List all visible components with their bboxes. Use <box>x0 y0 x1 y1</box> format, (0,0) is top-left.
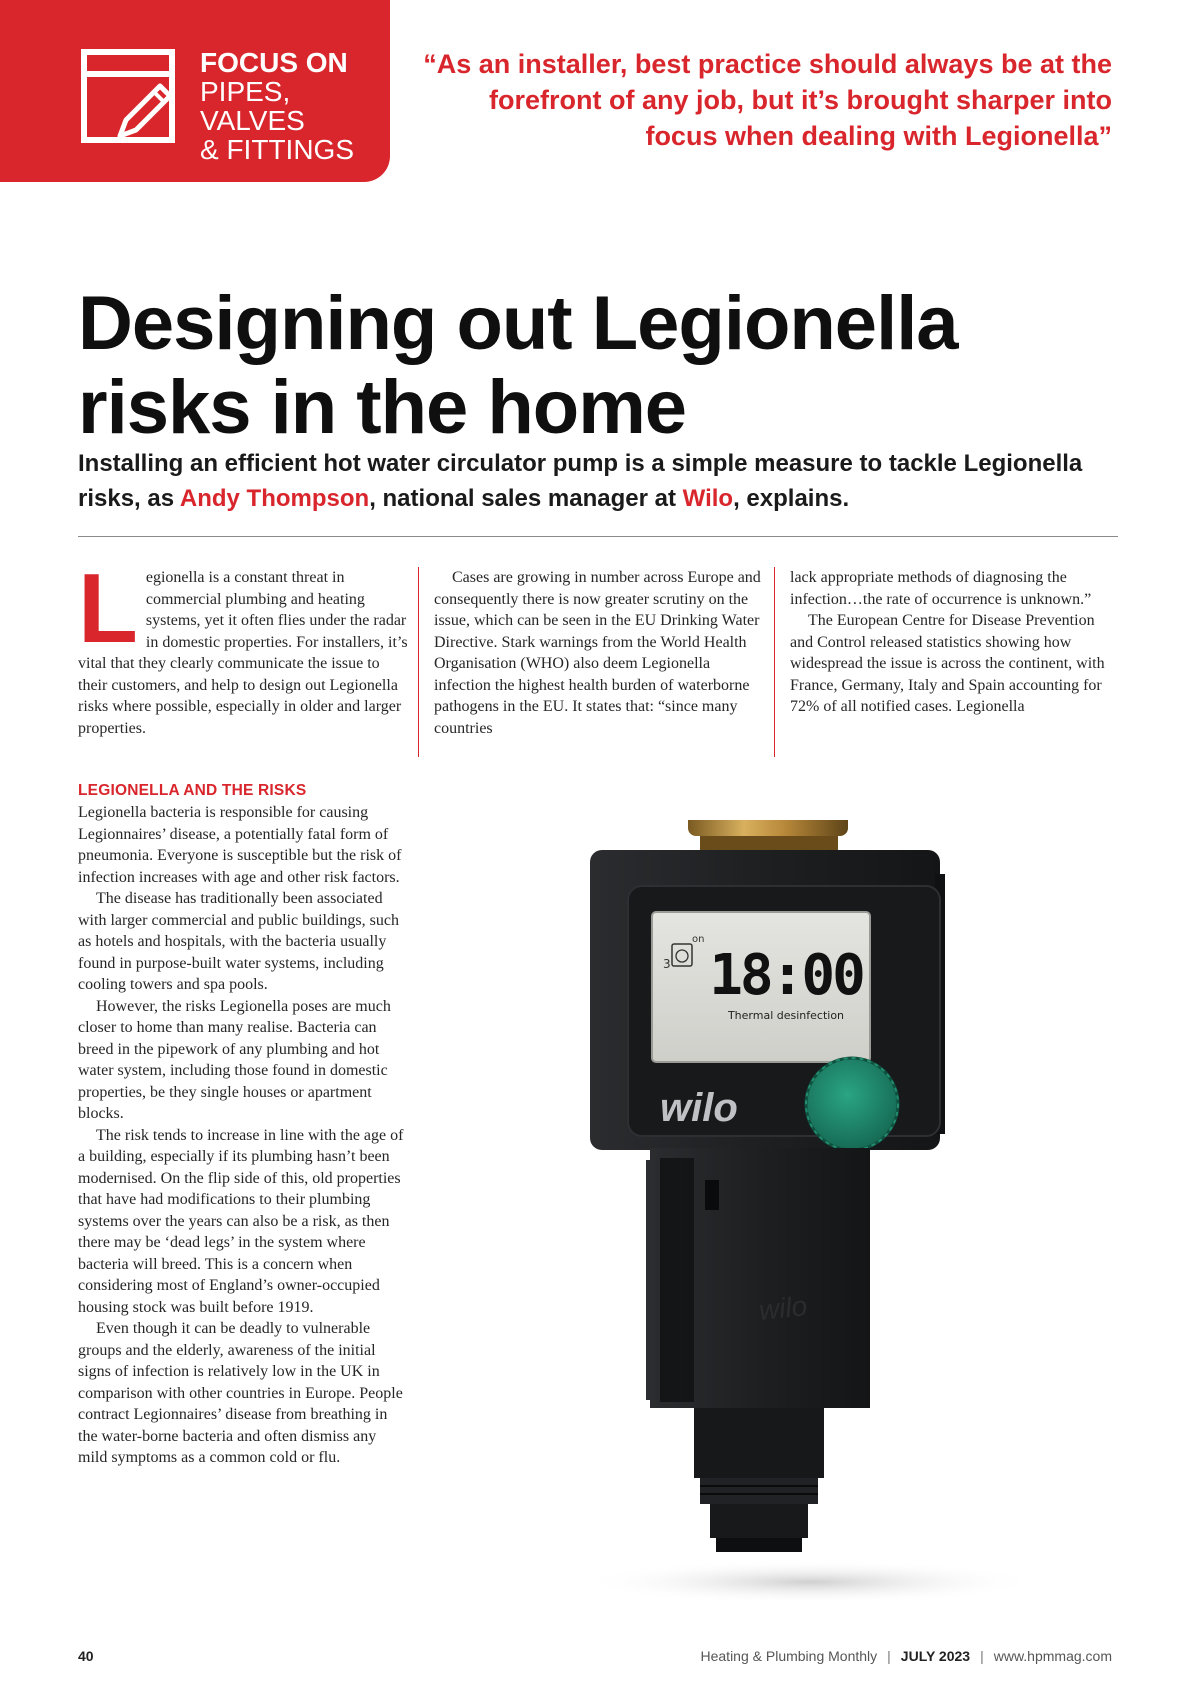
body-paragraph: The risk tends to increase in line with the age of a building, especially if its plumbing hasn’t been modernised. On the flip side of this, old properties that have had modifications to their plumbing systems over the years can also be a risk, as then there may be ‘dead legs’ in the system where bacteria will breed. This is a concern when considering most of England’s owner-occupied housing stock was built before 1919. <box>78 1126 404 1316</box>
issue-date: JULY 2023 <box>900 1648 971 1664</box>
body-paragraph: However, the risks Legionella poses are much closer to home than many realise. Bacteria can breed in the pipework of any plumbing and hot water system, including those found in domestic properties, be they single houses or apartment blocks. <box>78 997 391 1122</box>
brass-fitting <box>688 820 848 836</box>
embossed-brand: wilo <box>757 1290 809 1326</box>
headline <box>78 282 1128 450</box>
brand-logo: wilo <box>660 1086 738 1130</box>
display-on-label: on <box>692 934 705 945</box>
body-paragraph: The disease has traditionally been associated with larger commercial and public buildings, such as hotels and hospitals, with the bacteria usually found in purpose-built water systems, including cooling towers and spa pools. <box>78 890 399 993</box>
author-name: Andy Thompson <box>179 485 370 512</box>
pump-photo <box>590 820 1050 1600</box>
footer-info: Heating & Plumbing Monthly | JULY 2023 | www.hpmmag.com <box>700 1648 1112 1664</box>
section-label-line2: PIPES, VALVES <box>200 76 305 136</box>
company-name: Wilo <box>682 485 734 512</box>
magazine-name: Heating & Plumbing Monthly <box>700 1648 878 1664</box>
website: www.hpmmag.com <box>993 1648 1112 1664</box>
page-number: 40 <box>78 1648 94 1664</box>
body-paragraph: The European Centre for Disease Prevention and Control released statistics showing how widespread the issue is across the continent, with France, Germany, Italy and Spain accounting for 72% of all notified cases. Legionella <box>790 612 1105 715</box>
body-paragraph: Cases are growing in number across Europe and consequently there is now greater scrutiny on the issue, which can be seen in the EU Drinking Water Directive. Stark warnings from the World Health Organisation (WHO) also deem Legionella infection the highest health burden of waterborne pathogens in the EU. It states that: “since many countries <box>434 569 761 737</box>
section-label <box>200 48 390 164</box>
divider <box>78 536 1118 537</box>
body-column-1-continued <box>78 780 408 1469</box>
standfirst <box>78 446 1128 516</box>
body-paragraph: Legionella bacteria is responsible for causing Legionnaires’ disease, a potentially fatal form of pneumonia. Everyone is susceptible but the risk of infection increases with age and other risk factors. <box>78 804 402 886</box>
section-label-line1: FOCUS ON <box>200 47 348 78</box>
column-divider <box>418 567 419 757</box>
control-dial <box>806 1058 898 1150</box>
standfirst-text: , explains. <box>733 485 850 512</box>
column-divider <box>774 567 775 757</box>
body-paragraph: Even though it can be deadly to vulnerable groups and the elderly, awareness of the initial signs of infection is relatively low in the UK in comparison with other countries in Europe. People contract Legionnaires’ disease from breathing in the water-borne bacteria and often dismiss any mild symptoms as a common cold or flu. <box>78 1320 403 1466</box>
body-paragraph: lack appropriate methods of diagnosing the infection…the rate of occurrence is unknown.” <box>790 569 1092 608</box>
section-label-line3: & FITTINGS <box>200 134 354 165</box>
circulator-pump-illustration <box>590 820 1050 1600</box>
bottom-connector <box>694 1408 824 1478</box>
display-caption: Thermal desinfection <box>727 1009 845 1022</box>
headline-line2: risks in the home <box>78 365 687 450</box>
display-count: 3 <box>663 957 671 971</box>
edit-document-icon <box>80 48 180 148</box>
section-subheading: LEGIONELLA AND THE RISKS <box>78 782 307 799</box>
pull-quote: “As an installer, best practice should always be at the forefront of any job, but it’s brought sharper into focus when dealing with Legionella” <box>423 49 1112 151</box>
body-column-3 <box>790 567 1120 718</box>
standfirst-text: Installing an efficient hot water circulator pump is a simple measure to tackle Legionella risks, as <box>78 450 1083 512</box>
section-tab <box>0 0 390 182</box>
standfirst-text: , national sales manager at <box>369 485 683 512</box>
body-column-1 <box>78 553 408 739</box>
drop-cap: L <box>78 553 138 663</box>
body-column-2 <box>434 567 764 739</box>
display-time: 18:00 <box>709 943 863 1008</box>
intro-paragraph: egionella is a constant threat in commercial plumbing and heating systems, yet it often flies under the radar in domestic properties. For installers, it’s vital that they clearly communicate the issue to their customers, and help to design out Legionella risks where possible, especially in older and larger properties. <box>78 569 408 737</box>
headline-line1: Designing out Legionella <box>78 281 958 366</box>
